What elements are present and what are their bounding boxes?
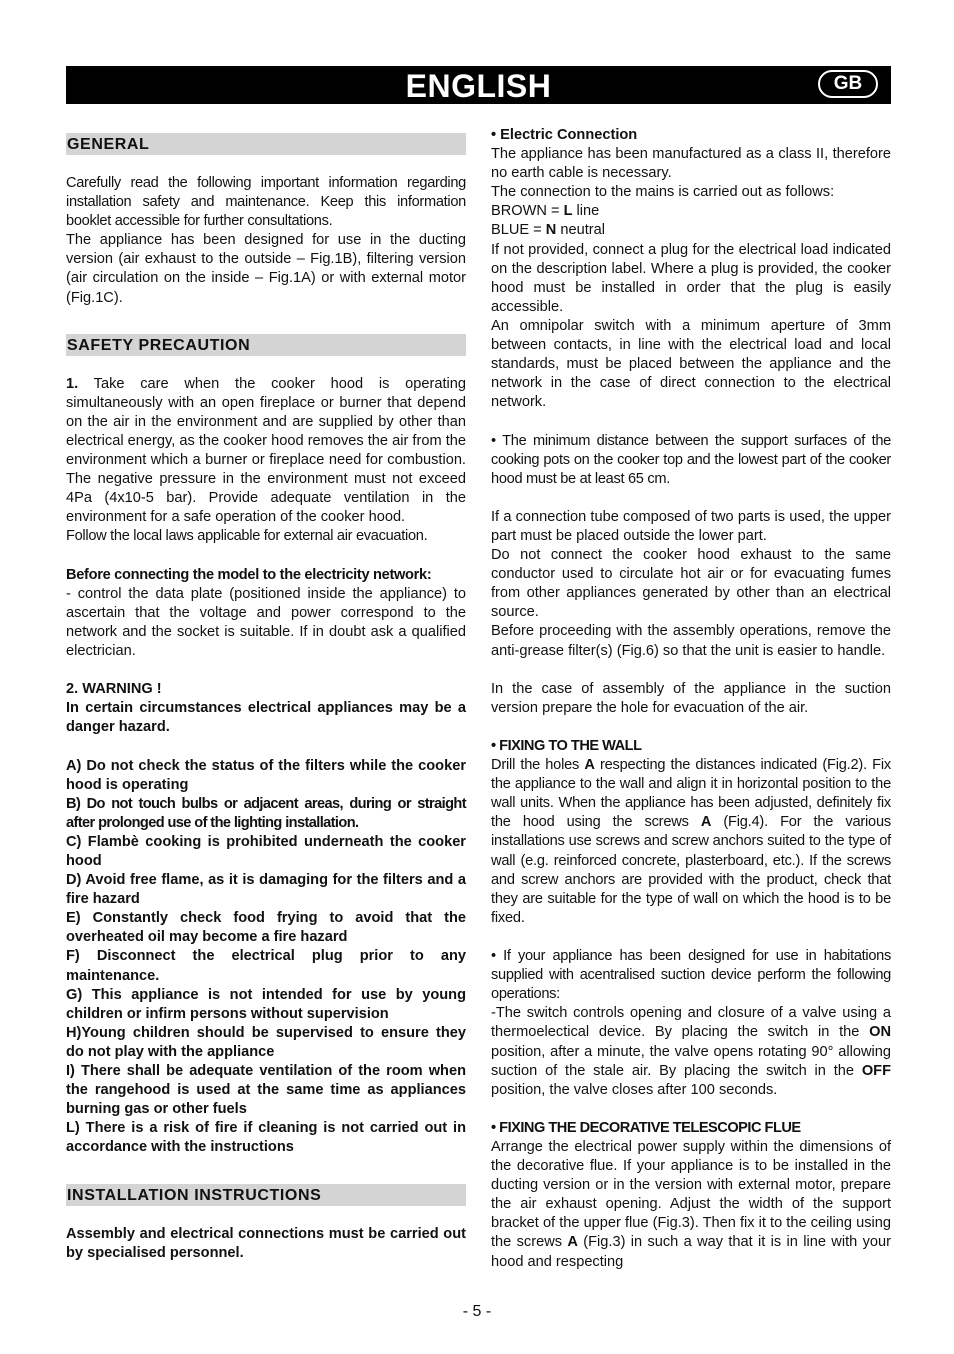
fixing-wall-paragraph: [491, 756, 891, 928]
screw-label-a: A: [567, 1234, 578, 1251]
language-header-bar: [66, 66, 891, 104]
warning-item-g: G) This appliance is not intended for use by young children or infirm persons without supervision: [66, 986, 466, 1022]
fixing-wall-text-2: respecting the distances indicated (Fig.2). Fix the appliance to the wall and align it in horizontal position to the wall units. When the appliance has been adjusted, definitely fix the hood using the screws: [491, 757, 892, 831]
flue-text-1: Arrange the electrical power supply within the dimensions of the decorative flue. If your appliance is to be installed in the ducting version or in the version with external motor, prepare the air exhaust opening. Adjust the width of the support bracket of the upper flue (Fig.3). Then fix it to the ceiling using the screws: [491, 1138, 891, 1251]
warning-item-i: I) There shall be adequate ventilation of the room when the rangehood is used at the same time as appliances burning gas or other fuels: [66, 1063, 466, 1118]
general-paragraph-2: The appliance has been designed for use in the ducting version (air exhaust to the outside – Fig.1B), filtering version (air circulation on the inside – Fig.1A) or with external motor (Fig.1C).: [66, 232, 466, 306]
safety-paragraph-2: Follow the local laws applicable for external air evacuation.: [66, 528, 428, 545]
warning-item-d: D) Avoid free flame, as it is damaging for the filters and a fire hazard: [66, 872, 466, 908]
flue-text-2: (Fig.3) in such a way that it is in line with your hood and respecting: [491, 1234, 891, 1270]
warning-item-l: L) There is a risk of fire if cleaning is not carried out in accordance with the instructions: [66, 1120, 466, 1156]
general-paragraph-1: Carefully read the following important information regarding installation safety and maintenance. Keep this information booklet accessible for further consultations.: [66, 175, 466, 230]
screw-label-a: A: [700, 814, 712, 831]
warning-item-c: C) Flambè cooking is prohibited underneath the cooker hood: [66, 833, 466, 869]
blue-wire-meaning: neutral: [556, 222, 605, 239]
before-connecting-heading: Before connecting the model to the electricity network:: [66, 566, 432, 583]
tube-paragraph-2: Do not connect the cooker hood exhaust to the same conductor used to circulate hot air or for evacuating fumes from other appliances generated by other than an electrical source.: [491, 547, 891, 621]
page-number: - 5 -: [462, 1303, 492, 1320]
warning-item-a: A) Do not check the status of the filters while the cooker hood is operating: [66, 757, 466, 793]
screw-label-a: A: [584, 757, 595, 774]
electric-connection-heading: • Electric Connection: [491, 127, 638, 143]
page-title: ENGLISH: [405, 68, 552, 104]
on-label: ON: [869, 1024, 891, 1041]
language-badge: GB: [818, 70, 878, 98]
brown-wire-line: [491, 202, 891, 221]
right-column: [491, 126, 891, 1272]
fixing-wall-text-3: (Fig.4). For the various installations use screws and screw anchors suited to the type of wall (e.g. reinforced concrete, plasterboard, etc.). If the screws and screw anchors are provided with the product, check that they are suitable for the type of wall on which the hood is to be fixed.: [491, 814, 891, 926]
section-heading-installation: INSTALLATION INSTRUCTIONS: [66, 1184, 466, 1206]
habitation-text-3: position, the valve closes after 100 seconds.: [491, 1081, 778, 1098]
safety-item-text: Take care when the cooker hood is operating simultaneously with an open fireplace or burner that depend on the air in the environment and are supplied by other than electrical energy, as the cooker hood removes the air from the environment which a burner or fireplace need for combustion. The negative pressure in the environment must not exceed 4Pa (4x10-5 bar). Provide adequate ventilation in the environment for a safe operation of the cooker hood.: [66, 375, 466, 526]
blue-wire-label: BLUE =: [491, 222, 546, 239]
habitation-paragraph-2: [491, 1004, 891, 1099]
brown-wire-letter: L: [563, 203, 573, 220]
minimum-distance-paragraph: • The minimum distance between the support surfaces of the cooking pots on the cooker top and the lowest part of the cooker hood must be at least 65 cm.: [491, 432, 891, 487]
installation-paragraph: Assembly and electrical connections must be carried out by specialised personnel.: [66, 1225, 466, 1261]
warning-item-b: B) Do not touch bulbs or adjacent areas, during or straight after prolonged use of the lighting installation.: [66, 795, 466, 831]
tube-paragraph-1: If a connection tube composed of two parts is used, the upper part must be placed outside the lower part.: [491, 508, 891, 544]
fixing-wall-text-1: Drill the holes: [491, 757, 585, 774]
section-heading-general: GENERAL: [66, 133, 466, 155]
brown-wire-meaning: line: [572, 203, 600, 220]
habitation-text-1: -The switch controls opening and closure of a valve using a thermoelectical device. By placing the switch in the: [491, 1005, 891, 1041]
left-column: [66, 126, 466, 1263]
warning-title: 2. WARNING !: [66, 681, 162, 698]
electric-paragraph-3: If not provided, connect a plug for the electrical load indicated on the description label. Where a plug is provided, the cooker hood must be installed in order that the plug is easily accessible.: [491, 241, 891, 315]
before-connecting-paragraph: - control the data plate (positioned inside the appliance) to ascertain that the voltage and power correspond to the network and the socket is suitable. If in doubt ask a qualified electrician.: [66, 585, 466, 659]
suction-paragraph: In the case of assembly of the appliance in the suction version prepare the hole for evacuation of the air.: [491, 680, 891, 716]
telescopic-flue-heading: • FIXING THE DECORATIVE TELESCOPIC FLUE: [491, 1119, 801, 1136]
brown-wire-label: BROWN =: [491, 203, 564, 220]
telescopic-flue-paragraph: [491, 1138, 891, 1272]
tube-paragraph-3: Before proceeding with the assembly operations, remove the anti-grease filter(s) (Fig.6) so that the unit is easier to handle.: [491, 623, 891, 659]
warning-intro: In certain circumstances electrical appliances may be a danger hazard.: [66, 700, 466, 736]
safety-paragraph-1: [66, 375, 466, 528]
warning-item-e: E) Constantly check food frying to avoid that the overheated oil may become a fire hazard: [66, 910, 466, 946]
fixing-wall-heading: • FIXING TO THE WALL: [491, 738, 642, 754]
section-heading-safety: SAFETY PRECAUTION: [66, 334, 466, 356]
electric-paragraph-2: The connection to the mains is carried out as follows:: [491, 184, 835, 201]
warning-item-f: F) Disconnect the electrical plug prior to any maintenance.: [66, 948, 466, 984]
habitation-text-2: position, after a minute, the valve opens rotating 90° allowing suction of the stale air. By placing the switch in the: [491, 1043, 891, 1079]
off-label: OFF: [861, 1062, 891, 1079]
blue-wire-letter: N: [545, 222, 557, 239]
warning-item-h: H)Young children should be supervised to ensure they do not play with the appliance: [66, 1024, 466, 1060]
safety-item-number: 1.: [66, 375, 79, 392]
electric-paragraph-4: An omnipolar switch with a minimum aperture of 3mm between contacts, in line with the electrical load and local standards, must be placed between the appliance and the network in the case of direct connection to the electrical network.: [491, 317, 891, 411]
blue-wire-line: [491, 221, 891, 240]
electric-paragraph-1: The appliance has been manufactured as a class II, therefore no earth cable is necessary.: [491, 146, 891, 182]
habitation-paragraph-1: • If your appliance has been designed for use in habitations supplied with acentralised suction device perform the following operations:: [491, 948, 891, 1003]
